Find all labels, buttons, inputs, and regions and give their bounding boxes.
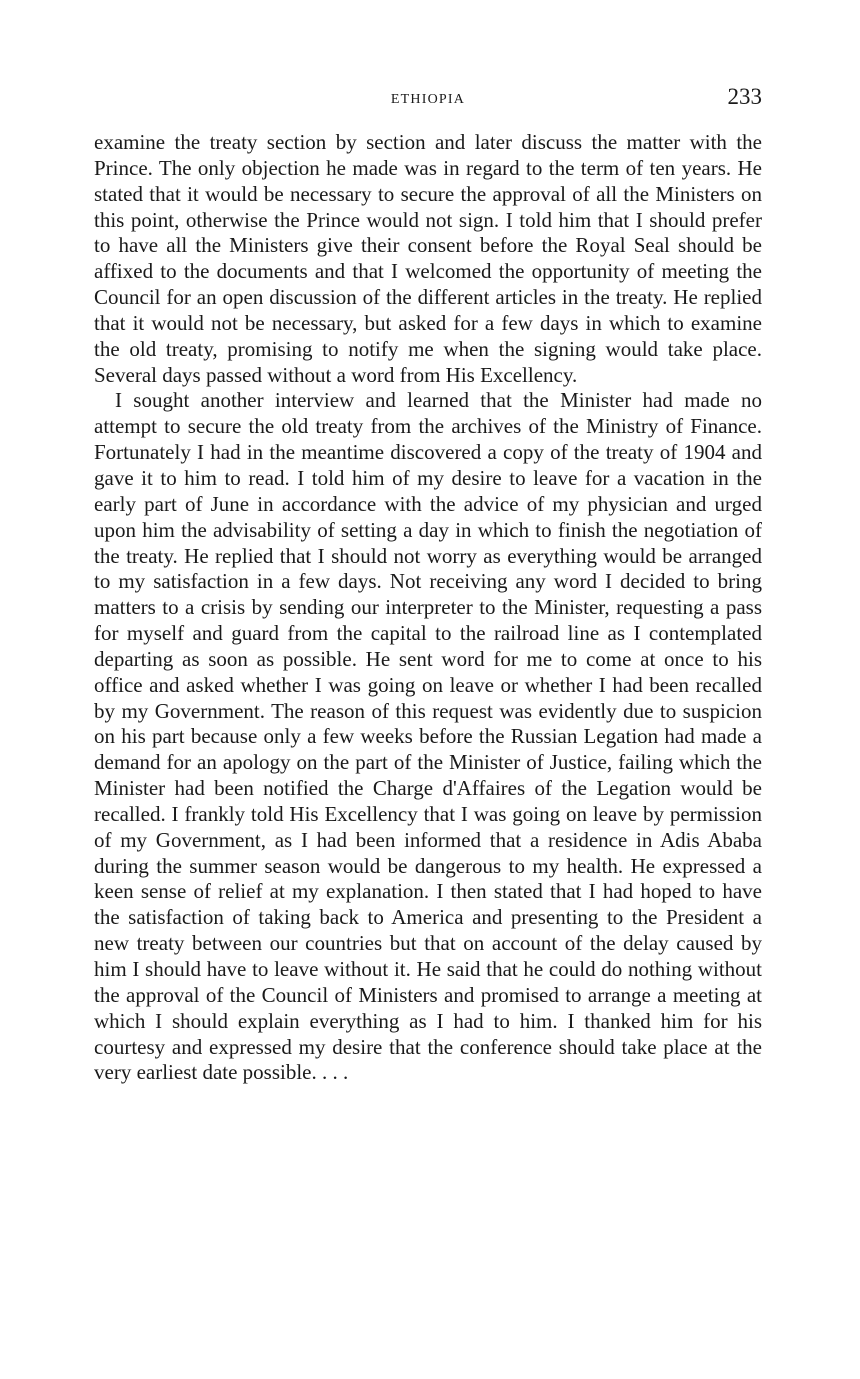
paragraph-continued: examine the treaty section by section and later discuss the matter with the Prince. The only objection he made was in regard to the term of ten years. He stated that it would be necessary to secure the approval of all the Ministers on this point, otherwise the Prince would not sign. I told him that I should prefer to have all the Ministers give their consent before the Royal Seal should be affixed to the documents and that I welcomed the opportunity of meeting the Council for an open discussion of the different articles in the treaty. He replied that it would not be necessary, but asked for a few days in which to examine the old treaty, promising to notify me when the signing would take place. Several days passed without a word from His Excellency. [94, 130, 762, 387]
page-number: 233 [727, 84, 762, 109]
paragraph: I sought another interview and learned that the Minister had made no attempt to secure the old treaty from the archives of the Ministry of Finance. Fortunately I had in the meantime discovered a copy of the treaty of 1904 and gave it to him to read. I told him of my desire to leave for a vacation in the early part of June in accordance with the advice of my physician and urged upon him the advisability of setting a day in which to finish the negotiation of the treaty. He replied that I should not worry as everything would be arranged to my satisfaction in a few days. Not receiving any word I decided to bring matters to a crisis by sending our interpreter to the Minister, requesting a pass for myself and guard from the capital to the railroad line as I contemplated departing as soon as possible. He sent word for me to come at once to his office and asked whether I was going on leave or whether I had been recalled by my Government. The reason of this request was evidently due to suspicion on his part because only a few weeks before the Russian Legation had made a demand for an apology on the part of the Minister of Justice, failing which the Minister had been notified the Charge d'Affaires of the Legation would be recalled. I frankly told His Excellency that I was going on leave by permission of my Government, as I had been informed that a residence in Adis Ababa during the summer season would be dangerous to my health. He expressed a keen sense of relief at my explanation. I then stated that I had hoped to have the satisfaction of taking back to America and presenting to the President a new treaty between our countries but that on account of the delay caused by him I should have to leave without it. He said that he could do nothing without the approval of the Council of Ministers and promised to arrange a meeting at which I should explain everything as I had to him. I thanked him for his courtesy and expressed my desire that the conference should take place at the very earliest date possible. . . . [94, 388, 762, 1085]
running-title: ETHIOPIA [390, 92, 466, 107]
body-text [94, 130, 762, 1086]
running-head [94, 84, 762, 114]
